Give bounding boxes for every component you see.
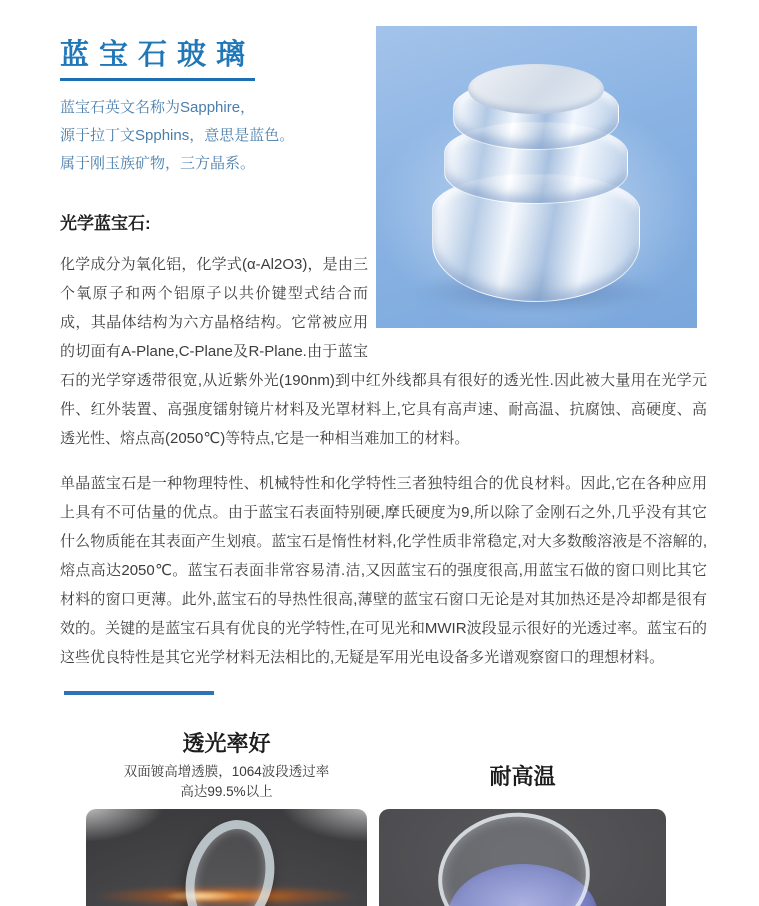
- feature-section: [86, 731, 707, 906]
- feature-transmittance-caption: [86, 731, 367, 809]
- feature-transmittance: [86, 731, 367, 906]
- clear-sapphire-disc: [430, 809, 598, 906]
- section-heading: 光学蓝宝石:: [60, 214, 151, 233]
- sapphire-lens: [173, 809, 288, 906]
- feature-heat-resistance-photo: [379, 809, 666, 906]
- intro-line-2: 源于拉丁文Spphins，意思是蓝色。: [60, 127, 295, 144]
- paragraph-optical-sapphire: 化学成分为氧化铝，化学式(α-Al2O3)，是由三个氧原子和两个铝原子以共价键型式结合而成，其晶体结构为六方晶格结构。它常被应用的切面有A-Plane,C-Plane及R-Plane.由于蓝宝石的光学穿透带很宽,从近紫外光(190nm)到中红外线都具有很好的透光性.因此被大量用在光学元件、红外装置、高强度镭射镜片材料及光罩材料上,它具有高声速、耐高温、抗腐蚀、高硬度、高透光性、熔点高(2050℃)等特点,它是一种相当难加工的材料。: [60, 256, 707, 447]
- paragraph-single-crystal: 单晶蓝宝石是一种物理特性、机械特性和化学特性三者独特组合的优良材料。因此,它在各种应用上具有不可估量的优点。由于蓝宝石表面特别硬,摩氏硬度为9,所以除了金刚石之外,几乎没有其它什么物质能在其表面产生划痕。蓝宝石是惰性材料,化学性质非常稳定,对大多数酸溶液是不溶解的,熔点高达2050℃。蓝宝石表面非常容易清.洁,又因蓝宝石的强度很高,用蓝宝石做的窗口则比其它材料的窗口更薄。此外,蓝宝石的导热性很高,薄壁的蓝宝石窗口无论是对其加热还是冷却都是很有效的。关键的是蓝宝石具有优良的光学特性,在可见光和MWIR波段显示很好的光透过率。蓝宝石的这些优良特性是其它光学材料无法相比的,无疑是军用光电设备多光谱观察窗口的理想材料。: [60, 475, 707, 666]
- feature-heat-resistance-title: 耐高温: [489, 764, 556, 789]
- blue-divider: [64, 691, 214, 695]
- feature-heat-resistance: [379, 731, 666, 906]
- feature-transmittance-desc-line-2: 高达99.5%以上: [180, 784, 273, 799]
- feature-transmittance-desc-line-1: 双面镀高增透膜，1064波段透过率: [123, 764, 330, 779]
- feature-heat-resistance-caption: [379, 731, 666, 809]
- hero-image-sapphire-boule: [376, 26, 697, 328]
- boule-top-cap: [468, 64, 604, 114]
- feature-transmittance-photo: [86, 809, 367, 906]
- intro-line-3: 属于刚玉族矿物，三方晶系。: [60, 155, 256, 172]
- intro-line-1: 蓝宝石英文名称为Sapphire，: [60, 99, 256, 116]
- page-title: 蓝宝石玻璃: [60, 32, 255, 81]
- feature-transmittance-title: 透光率好: [182, 731, 271, 756]
- feature-transmittance-desc: [86, 762, 367, 802]
